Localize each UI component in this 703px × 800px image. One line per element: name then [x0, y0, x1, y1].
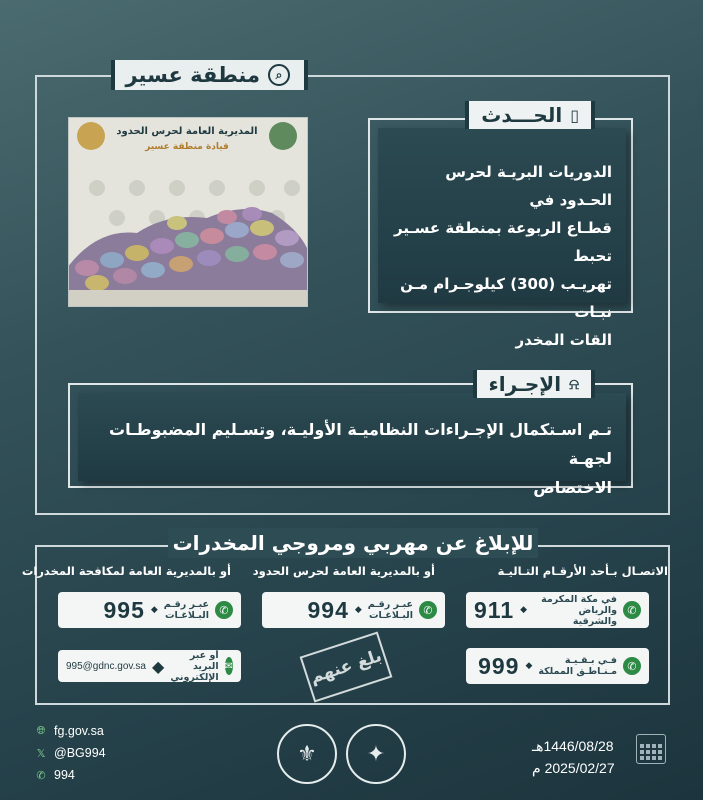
date-gregorian: 2025/02/27 م [532, 760, 615, 776]
email-card[interactable] [58, 650, 241, 682]
number-card-911[interactable] [466, 592, 649, 628]
email-label-l2: الإلكتروني [170, 671, 219, 683]
mail-icon: ✉ [225, 657, 233, 675]
email-address[interactable]: 995@gdnc.gov.sa [65, 660, 146, 672]
double-arrow-icon: ◆ [520, 605, 528, 615]
photo-header-line2: قيادة منطقة عسير [145, 142, 229, 152]
number-card-999[interactable] [466, 648, 649, 684]
footer-website-row[interactable] [34, 724, 104, 738]
siren-icon: ⍾ [569, 375, 579, 393]
search-map-icon: ⌕ [268, 64, 290, 86]
event-line-3: تهريـب (300) كيلوجـرام مـن نبـات [400, 275, 612, 321]
seizure-photo-graphic [68, 118, 307, 307]
border-guard-emblem-icon: ⚜ [277, 724, 337, 784]
footer-phone[interactable]: 994 [54, 768, 75, 782]
footer-website[interactable]: fg.gov.sa [54, 724, 104, 738]
double-arrow-icon: ◆ [152, 656, 165, 676]
number-card-994-label [368, 599, 413, 621]
double-arrow-icon: ◆ [525, 661, 533, 671]
email-card-label [170, 650, 218, 683]
number-card-995-label-l2: البـلاغـات [164, 610, 209, 621]
number-card-911-label-l1: في مكة المكرمة [541, 593, 617, 605]
column-head-phones: الاتصـال بـأحد الأرقـام التـاليـة [497, 564, 668, 578]
number-card-995-label-l1: عبـر رقـم [163, 599, 209, 610]
date-hijri: 1446/08/28هـ [532, 738, 614, 754]
number-911: 911 [474, 596, 515, 623]
phone-icon: ✆ [36, 769, 46, 782]
number-card-994[interactable] [262, 592, 445, 628]
phone-icon: ✆ [419, 601, 437, 619]
number-card-999-label [538, 655, 617, 677]
action-tag [473, 370, 595, 398]
event-tag-label: الحـــدث [481, 103, 563, 127]
number-card-911-label [533, 594, 617, 627]
column-head-narcotics: أو بالمديرية العامة لمكافحة المخدرات [21, 564, 231, 578]
globe-icon: 🌐︎ [36, 724, 46, 737]
date-block [532, 735, 615, 779]
action-line-2: الاختصاص [533, 478, 612, 497]
footer-phone-row[interactable] [34, 768, 75, 782]
x-logo-icon: 𝕏 [36, 747, 46, 760]
phone-icon: ✆ [623, 657, 641, 675]
seizure-photo [68, 117, 308, 307]
number-card-995[interactable] [58, 592, 241, 628]
number-995: 995 [103, 596, 145, 623]
action-text-box [78, 393, 626, 497]
number-card-994-label-l2: البـلاغـات [368, 610, 413, 621]
event-line-1: الدوريات البريـة لحرس الحـدود في [445, 163, 612, 209]
number-card-999-label-l2: مـنـاطـق المملكة [538, 666, 617, 677]
number-card-994-label-l1: عبـر رقـم [367, 599, 413, 610]
number-card-911-label-l2: والرياض والشرقية [572, 604, 617, 627]
event-line-4: القات المخدر [515, 331, 612, 349]
email-label-l1: أو عبر البريد [189, 649, 219, 672]
double-arrow-icon: ◆ [354, 605, 362, 615]
double-arrow-icon: ◆ [150, 605, 158, 615]
saudi-emblem-icon: ✦ [346, 724, 406, 784]
footer-x-row[interactable] [34, 746, 106, 760]
report-them-stamp: بلغ عنهم [300, 632, 393, 703]
mobile-phone-icon: ▯ [570, 105, 579, 125]
report-title: للإبلاغ عن مهربي ومروجي المخدرات [168, 528, 538, 558]
photo-header-line1: المديرية العامة لحرس الحدود [116, 126, 258, 137]
number-card-995-label [164, 599, 209, 621]
event-tag [465, 101, 595, 129]
number-999: 999 [478, 652, 520, 679]
action-tag-label: الإجـراء [488, 372, 562, 396]
column-head-border-guard: أو بالمديرية العامة لحرس الحدود [252, 564, 435, 578]
event-line-2: قطـاع الربوعة بمنطقة عسـير تحبط [394, 219, 612, 265]
footer-x-handle[interactable]: @BG994 [54, 746, 106, 760]
phone-icon: ✆ [623, 601, 641, 619]
region-tag [111, 60, 308, 90]
number-994: 994 [307, 596, 349, 623]
region-label: منطقة عسير [125, 63, 260, 87]
action-line-1: تـم اسـتكمال الإجـراءات النظاميـة الأوليـة، وتسـليم المضبوطـات لجهـة [108, 420, 612, 468]
phone-icon: ✆ [215, 601, 233, 619]
number-card-999-label-l1: فـي بـقـيـة [564, 655, 617, 666]
event-text-box [378, 128, 626, 349]
calendar-icon [636, 734, 666, 764]
